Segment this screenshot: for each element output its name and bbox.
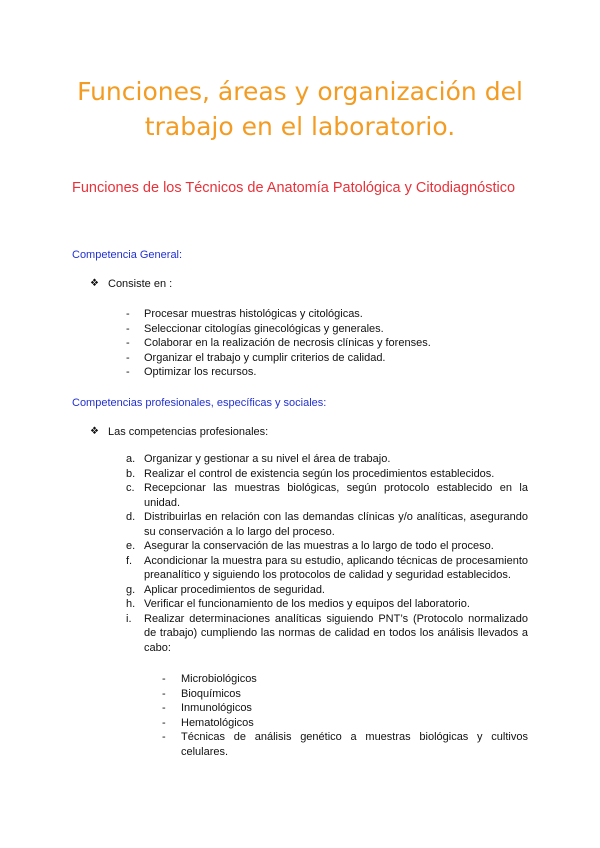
list-item bbox=[162, 687, 528, 702]
dash-marker: - bbox=[126, 351, 130, 364]
list-marker: g. bbox=[126, 583, 136, 596]
dash-marker: - bbox=[162, 673, 166, 685]
list-item-text: Verificar el funcionamiento de los medios y equipos del laboratorio. bbox=[144, 598, 470, 610]
dash-marker: - bbox=[126, 322, 130, 335]
section-heading-competencia-general: Competencia General: bbox=[72, 249, 183, 261]
list-item-text: Bioquímicos bbox=[181, 687, 241, 700]
list-item bbox=[126, 336, 526, 351]
list-item-text: Acondicionar la muestra para su estudio, aplicando técnicas de procesamiento preanalítico y siguiendo los protocolos de calidad y seguridad establecidos. bbox=[144, 554, 528, 581]
list-item bbox=[126, 612, 528, 656]
list-marker: e. bbox=[126, 540, 136, 552]
section-heading-competencias-profesionales: Competencias profesionales, específicas y sociales: bbox=[72, 397, 327, 409]
dash-marker: - bbox=[162, 702, 166, 714]
list-item-text: Hematológicos bbox=[181, 716, 254, 729]
list-marker: b. bbox=[126, 467, 136, 480]
list-item bbox=[126, 510, 528, 539]
dash-marker: - bbox=[126, 337, 130, 349]
bullet-label: Las competencias profesionales: bbox=[108, 426, 269, 438]
list-item-text: Asegurar la conservación de las muestras a lo largo de todo el proceso. bbox=[144, 540, 494, 552]
list-item-text: Inmunológicos bbox=[181, 702, 252, 714]
dash-marker: - bbox=[126, 366, 130, 378]
list-item bbox=[126, 307, 526, 322]
list-marker: i. bbox=[126, 612, 132, 625]
list-item bbox=[126, 554, 528, 583]
list-marker: d. bbox=[126, 511, 136, 523]
list-item-text: Organizar el trabajo y cumplir criterios de calidad. bbox=[144, 351, 386, 364]
list-item-text: Realizar determinaciones analíticas siguiendo PNT’s (Protocolo normalizado de trabajo) cumpliendo las normas de calidad en todos los análisis llevados a cabo: bbox=[144, 612, 528, 654]
competencia-general-list bbox=[126, 307, 526, 380]
list-item-text: Optimizar los recursos. bbox=[144, 366, 257, 378]
bullet-label: Consiste en : bbox=[108, 278, 173, 290]
list-item bbox=[126, 351, 526, 366]
list-item bbox=[162, 716, 528, 731]
list-item bbox=[162, 672, 528, 687]
bullet-competencias bbox=[90, 425, 268, 439]
dash-marker: - bbox=[162, 687, 166, 700]
list-item bbox=[126, 481, 528, 510]
list-item bbox=[126, 452, 528, 467]
list-item-text: Técnicas de análisis genético a muestras biológicas y cultivos celulares. bbox=[181, 731, 528, 758]
diamond-bullet-icon: ❖ bbox=[90, 426, 99, 437]
list-item bbox=[126, 365, 526, 380]
dash-marker: - bbox=[162, 716, 166, 729]
list-item bbox=[162, 701, 528, 716]
list-marker: a. bbox=[126, 453, 136, 465]
list-item bbox=[126, 597, 528, 612]
list-marker: f. bbox=[126, 554, 133, 567]
list-item bbox=[126, 583, 528, 598]
list-marker: h. bbox=[126, 598, 136, 610]
dash-marker: - bbox=[126, 308, 130, 320]
list-item bbox=[126, 322, 526, 337]
list-item bbox=[126, 467, 528, 482]
document-subtitle: Funciones de los Técnicos de Anatomía Patológica y Citodiagnóstico bbox=[72, 180, 516, 196]
competencias-profesionales-list bbox=[126, 452, 528, 655]
list-item-text: Seleccionar citologías ginecológicas y generales. bbox=[144, 322, 384, 335]
list-item-text: Realizar el control de existencia según los procedimientos establecidos. bbox=[144, 467, 495, 480]
list-item-text: Colaborar en la realización de necrosis clínicas y forenses. bbox=[144, 337, 431, 349]
analisis-sub-list bbox=[162, 672, 528, 759]
dash-marker: - bbox=[162, 731, 166, 743]
list-item-text: Procesar muestras histológicas y citológicas. bbox=[144, 308, 363, 320]
document-title: Funciones, áreas y organización del trabajo en el laboratorio. bbox=[77, 77, 523, 141]
list-item bbox=[126, 539, 528, 554]
list-item-text: Distribuirlas en relación con las demandas clínicas y/o analíticas, asegurando su conservación a lo largo del proceso. bbox=[144, 511, 528, 538]
list-marker: c. bbox=[126, 482, 135, 494]
list-item-text: Organizar y gestionar a su nivel el área de trabajo. bbox=[144, 453, 391, 465]
list-item-text: Recepcionar las muestras biológicas, según protocolo establecido en la unidad. bbox=[144, 482, 528, 509]
list-item-text: Aplicar procedimientos de seguridad. bbox=[144, 583, 325, 596]
diamond-bullet-icon: ❖ bbox=[90, 278, 99, 289]
list-item-text: Microbiológicos bbox=[181, 673, 257, 685]
list-item bbox=[162, 730, 528, 759]
bullet-consiste bbox=[90, 277, 172, 291]
